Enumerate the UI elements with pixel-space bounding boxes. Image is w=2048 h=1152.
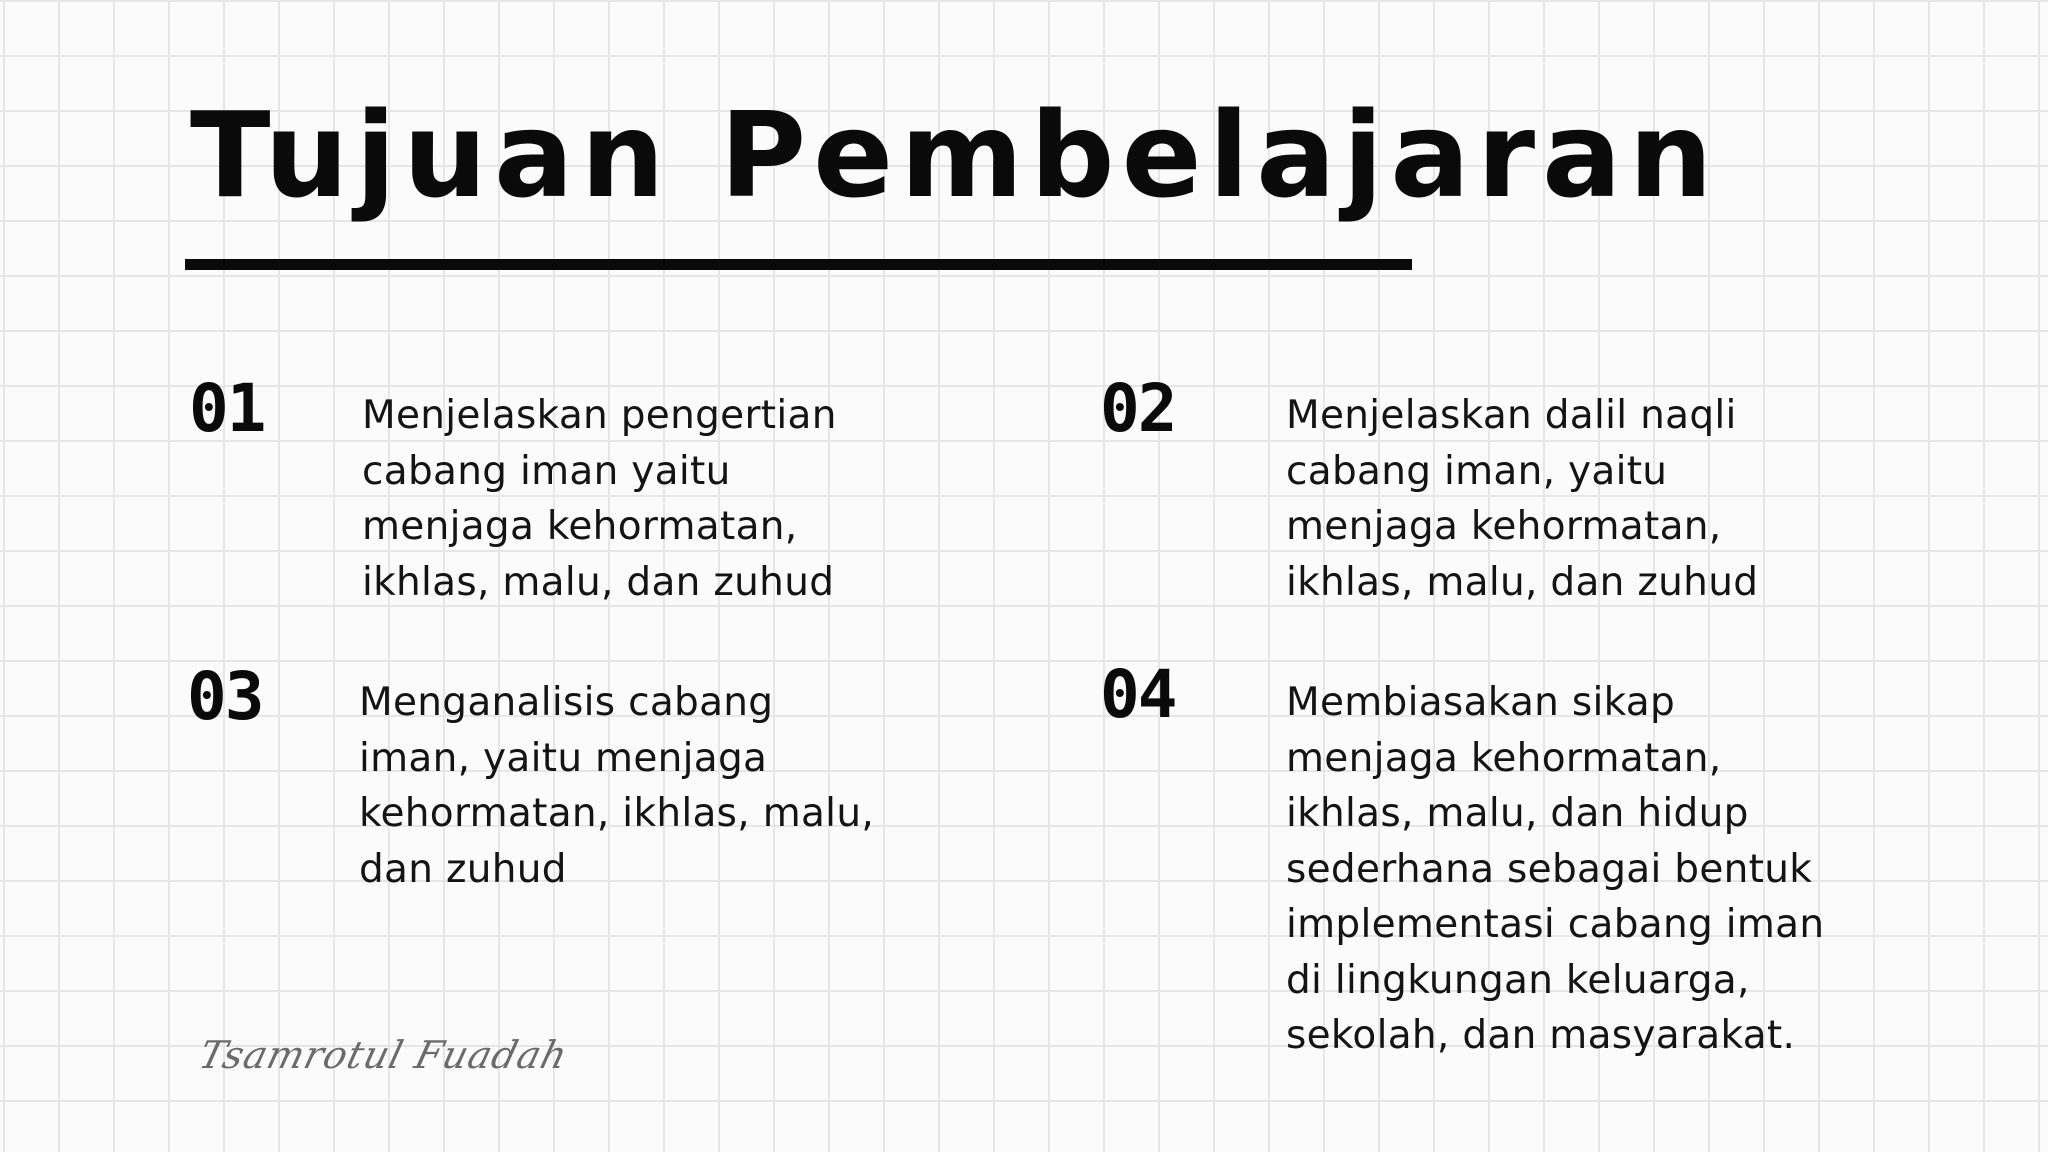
objective-text-line: cabang iman, yaitu xyxy=(1286,448,1668,494)
objective-text xyxy=(359,675,874,897)
objective-number: 04 xyxy=(1100,656,1176,733)
objective-text-line: Menjelaskan pengertian xyxy=(362,393,837,438)
objective-text xyxy=(362,388,837,610)
objective-text-line: Menjelaskan dalil naqli xyxy=(1286,393,1737,438)
objective-text-line: Membiasakan sikap xyxy=(1286,680,1676,725)
objective-text-line: dan zuhud xyxy=(359,846,567,892)
title-underline xyxy=(185,259,1412,270)
objective-text-line: di lingkungan keluarga, xyxy=(1286,957,1750,1003)
objective-text-line: ikhlas, malu, dan zuhud xyxy=(1286,559,1759,605)
objective-text-line: ikhlas, malu, dan zuhud xyxy=(362,559,835,605)
author-signature: Tsamrotul Fuadah xyxy=(194,1033,573,1077)
objective-text-line: iman, yaitu menjaga xyxy=(359,735,768,781)
objective-text-line: kehormatan, ikhlas, malu, xyxy=(359,791,875,836)
objective-number: 01 xyxy=(189,370,265,447)
objective-text-line: menjaga kehormatan, xyxy=(1286,504,1722,549)
objective-text-line: Menganalisis cabang xyxy=(359,680,774,725)
objective-text-line: menjaga kehormatan, xyxy=(362,504,798,549)
objective-text-line: implementasi cabang iman xyxy=(1286,902,1825,947)
objective-text-line: sederhana sebagai bentuk xyxy=(1286,846,1813,892)
objective-number: 02 xyxy=(1100,370,1176,447)
slide-title: Tujuan Pembelajaran xyxy=(190,86,1720,224)
objective-text-line: menjaga kehormatan, xyxy=(1286,735,1722,781)
objective-text xyxy=(1286,675,1824,1064)
objective-number: 03 xyxy=(187,658,263,735)
objective-text xyxy=(1286,388,1758,610)
objective-text-line: cabang iman yaitu xyxy=(362,448,731,494)
objective-text-line: ikhlas, malu, dan hidup xyxy=(1286,791,1749,836)
objective-text-line: sekolah, dan masyarakat. xyxy=(1286,1013,1796,1058)
